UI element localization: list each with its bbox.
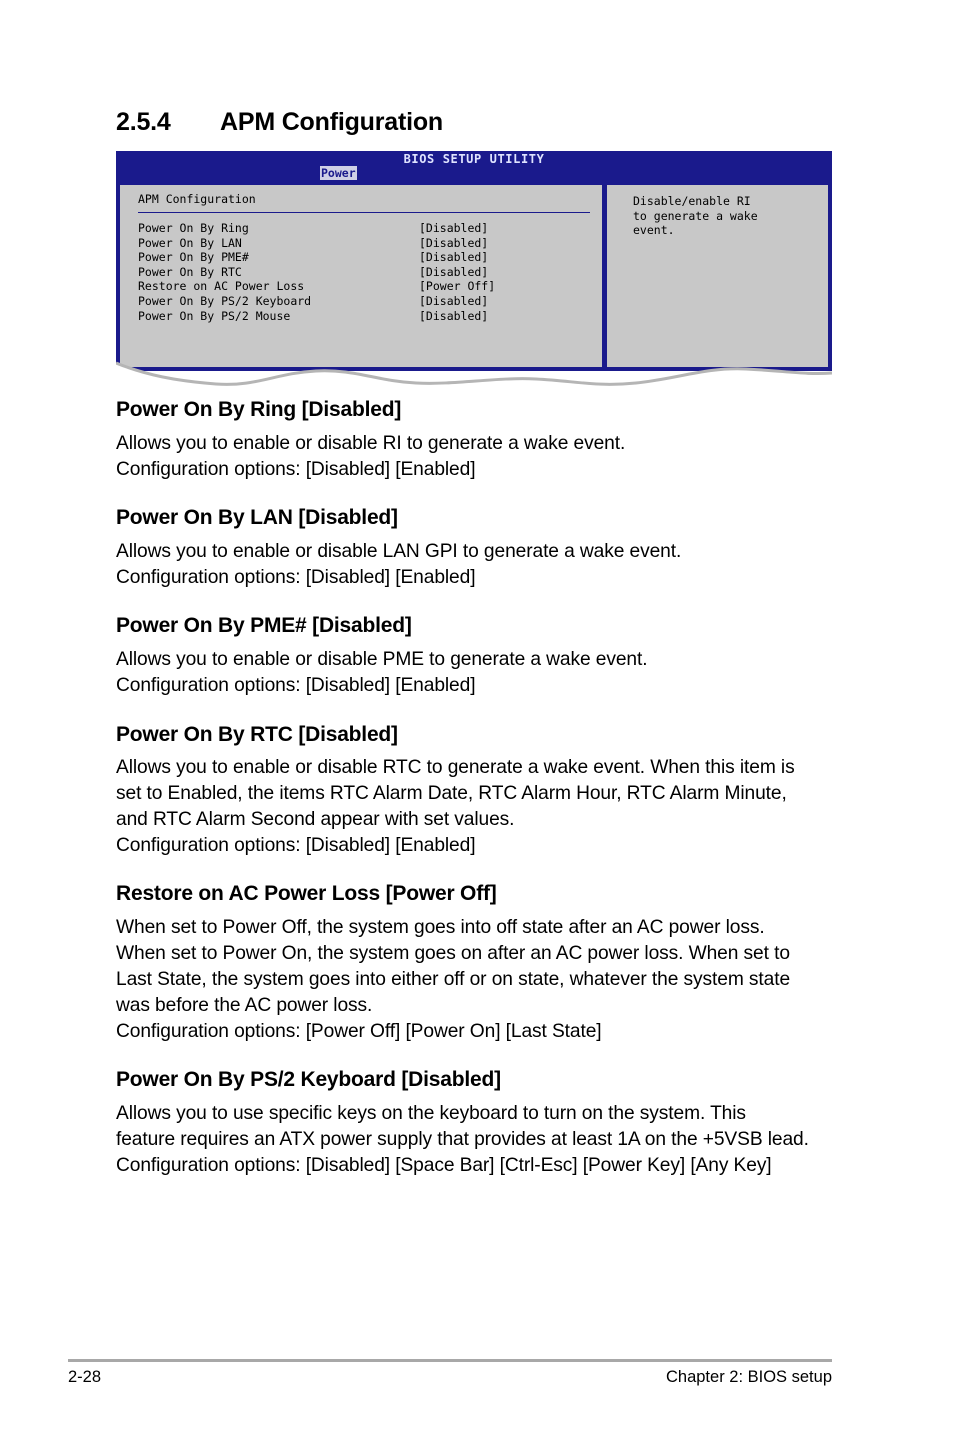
heading-power-on-by-pme: Power On By PME# [Disabled] bbox=[116, 614, 412, 637]
paragraph-power-on-by-pme bbox=[116, 647, 832, 699]
bios-item-value[interactable]: [Disabled] bbox=[419, 264, 489, 279]
bios-help-line: to generate a wake bbox=[633, 208, 758, 223]
text-line: Allows you to enable or disable RTC to generate a wake event. When this item is bbox=[116, 757, 795, 778]
text-line: Configuration options: [Disabled] [Enabled] bbox=[116, 675, 476, 696]
bios-help-text bbox=[633, 194, 813, 238]
section-number: 2.5.4 bbox=[116, 108, 171, 136]
bios-divider bbox=[138, 212, 590, 213]
text-line: When set to Power On, the system goes on after an AC power loss. When set to bbox=[116, 943, 790, 964]
paragraph-power-on-by-rtc bbox=[116, 755, 832, 859]
bios-item-label: Power On By RTC bbox=[138, 264, 242, 279]
paragraph-power-on-by-ring bbox=[116, 431, 832, 483]
text-line: Last State, the system goes into either off or on state, whatever the system state bbox=[116, 969, 791, 990]
bios-help-pane bbox=[607, 185, 828, 367]
bios-title: BIOS SETUP UTILITY bbox=[403, 152, 545, 166]
bios-header bbox=[116, 151, 832, 181]
bios-body bbox=[116, 181, 832, 371]
bios-item-label: Power On By PS/2 Keyboard bbox=[138, 293, 312, 308]
chapter-label: Chapter 2: BIOS setup bbox=[665, 1368, 832, 1386]
bios-item-value[interactable]: [Disabled] bbox=[419, 293, 489, 308]
bios-item-label: Power On By PS/2 Mouse bbox=[138, 308, 291, 323]
text-line: Configuration options: [Disabled] [Enabled] bbox=[116, 835, 476, 856]
bios-item-value[interactable]: [Disabled] bbox=[419, 235, 489, 250]
footer-rule bbox=[68, 1359, 832, 1362]
text-line: feature requires an ATX power supply that provides at least 1A on the +5VSB lead. bbox=[116, 1129, 809, 1150]
bios-help-line: event. bbox=[633, 223, 675, 238]
bios-item-label: Power On By LAN bbox=[138, 235, 242, 250]
text-line: When set to Power Off, the system goes into off state after an AC power loss. bbox=[116, 917, 765, 938]
text-line: Allows you to use specific keys on the keyboard to turn on the system. This bbox=[116, 1103, 746, 1124]
bios-item-label: Power On By PME# bbox=[138, 250, 249, 265]
heading-power-on-by-ring: Power On By Ring [Disabled] bbox=[116, 398, 402, 421]
text-line: Configuration options: [Disabled] [Enabled] bbox=[116, 459, 476, 480]
text-line: set to Enabled, the items RTC Alarm Date, RTC Alarm Hour, RTC Alarm Minute, bbox=[116, 783, 787, 804]
bios-panel-heading: APM Configuration bbox=[138, 192, 256, 206]
bios-item-label: Power On By Ring bbox=[138, 221, 249, 235]
bios-item-value[interactable]: [Power Off] bbox=[419, 279, 496, 294]
paragraph-power-on-by-lan bbox=[116, 539, 832, 591]
bios-help-line: Disable/enable RI bbox=[633, 194, 751, 208]
bios-settings-pane bbox=[120, 185, 602, 367]
heading-power-on-by-lan: Power On By LAN [Disabled] bbox=[116, 506, 398, 529]
torn-edge bbox=[116, 351, 832, 391]
heading-power-on-by-rtc: Power On By RTC [Disabled] bbox=[116, 723, 398, 746]
bios-screenshot bbox=[116, 151, 832, 387]
bios-item-value[interactable]: [Disabled] bbox=[419, 250, 489, 265]
section-title-text: APM Configuration bbox=[220, 108, 443, 136]
text-line: was before the AC power loss. bbox=[116, 995, 373, 1016]
text-line: Allows you to enable or disable RI to generate a wake event. bbox=[116, 433, 626, 454]
text-line: Allows you to enable or disable LAN GPI to generate a wake event. bbox=[116, 541, 682, 562]
text-line: Configuration options: [Disabled] [Space Bar] [Ctrl-Esc] [Power Key] [Any Key] bbox=[116, 1155, 772, 1176]
bios-item-value[interactable]: [Disabled] bbox=[419, 308, 489, 323]
paragraph-power-on-by-ps2-keyboard bbox=[116, 1101, 832, 1179]
bios-item-label: Restore on AC Power Loss bbox=[138, 279, 305, 294]
text-line: Configuration options: [Disabled] [Enabled] bbox=[116, 567, 476, 588]
text-line: and RTC Alarm Second appear with set values. bbox=[116, 809, 515, 830]
text-line: Allows you to enable or disable PME to generate a wake event. bbox=[116, 649, 648, 670]
heading-restore-on-ac-power-loss: Restore on AC Power Loss [Power Off] bbox=[116, 882, 497, 905]
text-line: Configuration options: [Power Off] [Power On] [Last State] bbox=[116, 1021, 602, 1042]
page-number: 2-28 bbox=[68, 1368, 102, 1386]
section-title bbox=[116, 108, 443, 137]
bios-item-value[interactable]: [Disabled] bbox=[419, 221, 489, 235]
paragraph-restore-on-ac-power-loss bbox=[116, 915, 832, 1045]
tab-power[interactable]: Power bbox=[321, 166, 356, 180]
heading-power-on-by-ps2-keyboard: Power On By PS/2 Keyboard [Disabled] bbox=[116, 1068, 501, 1091]
